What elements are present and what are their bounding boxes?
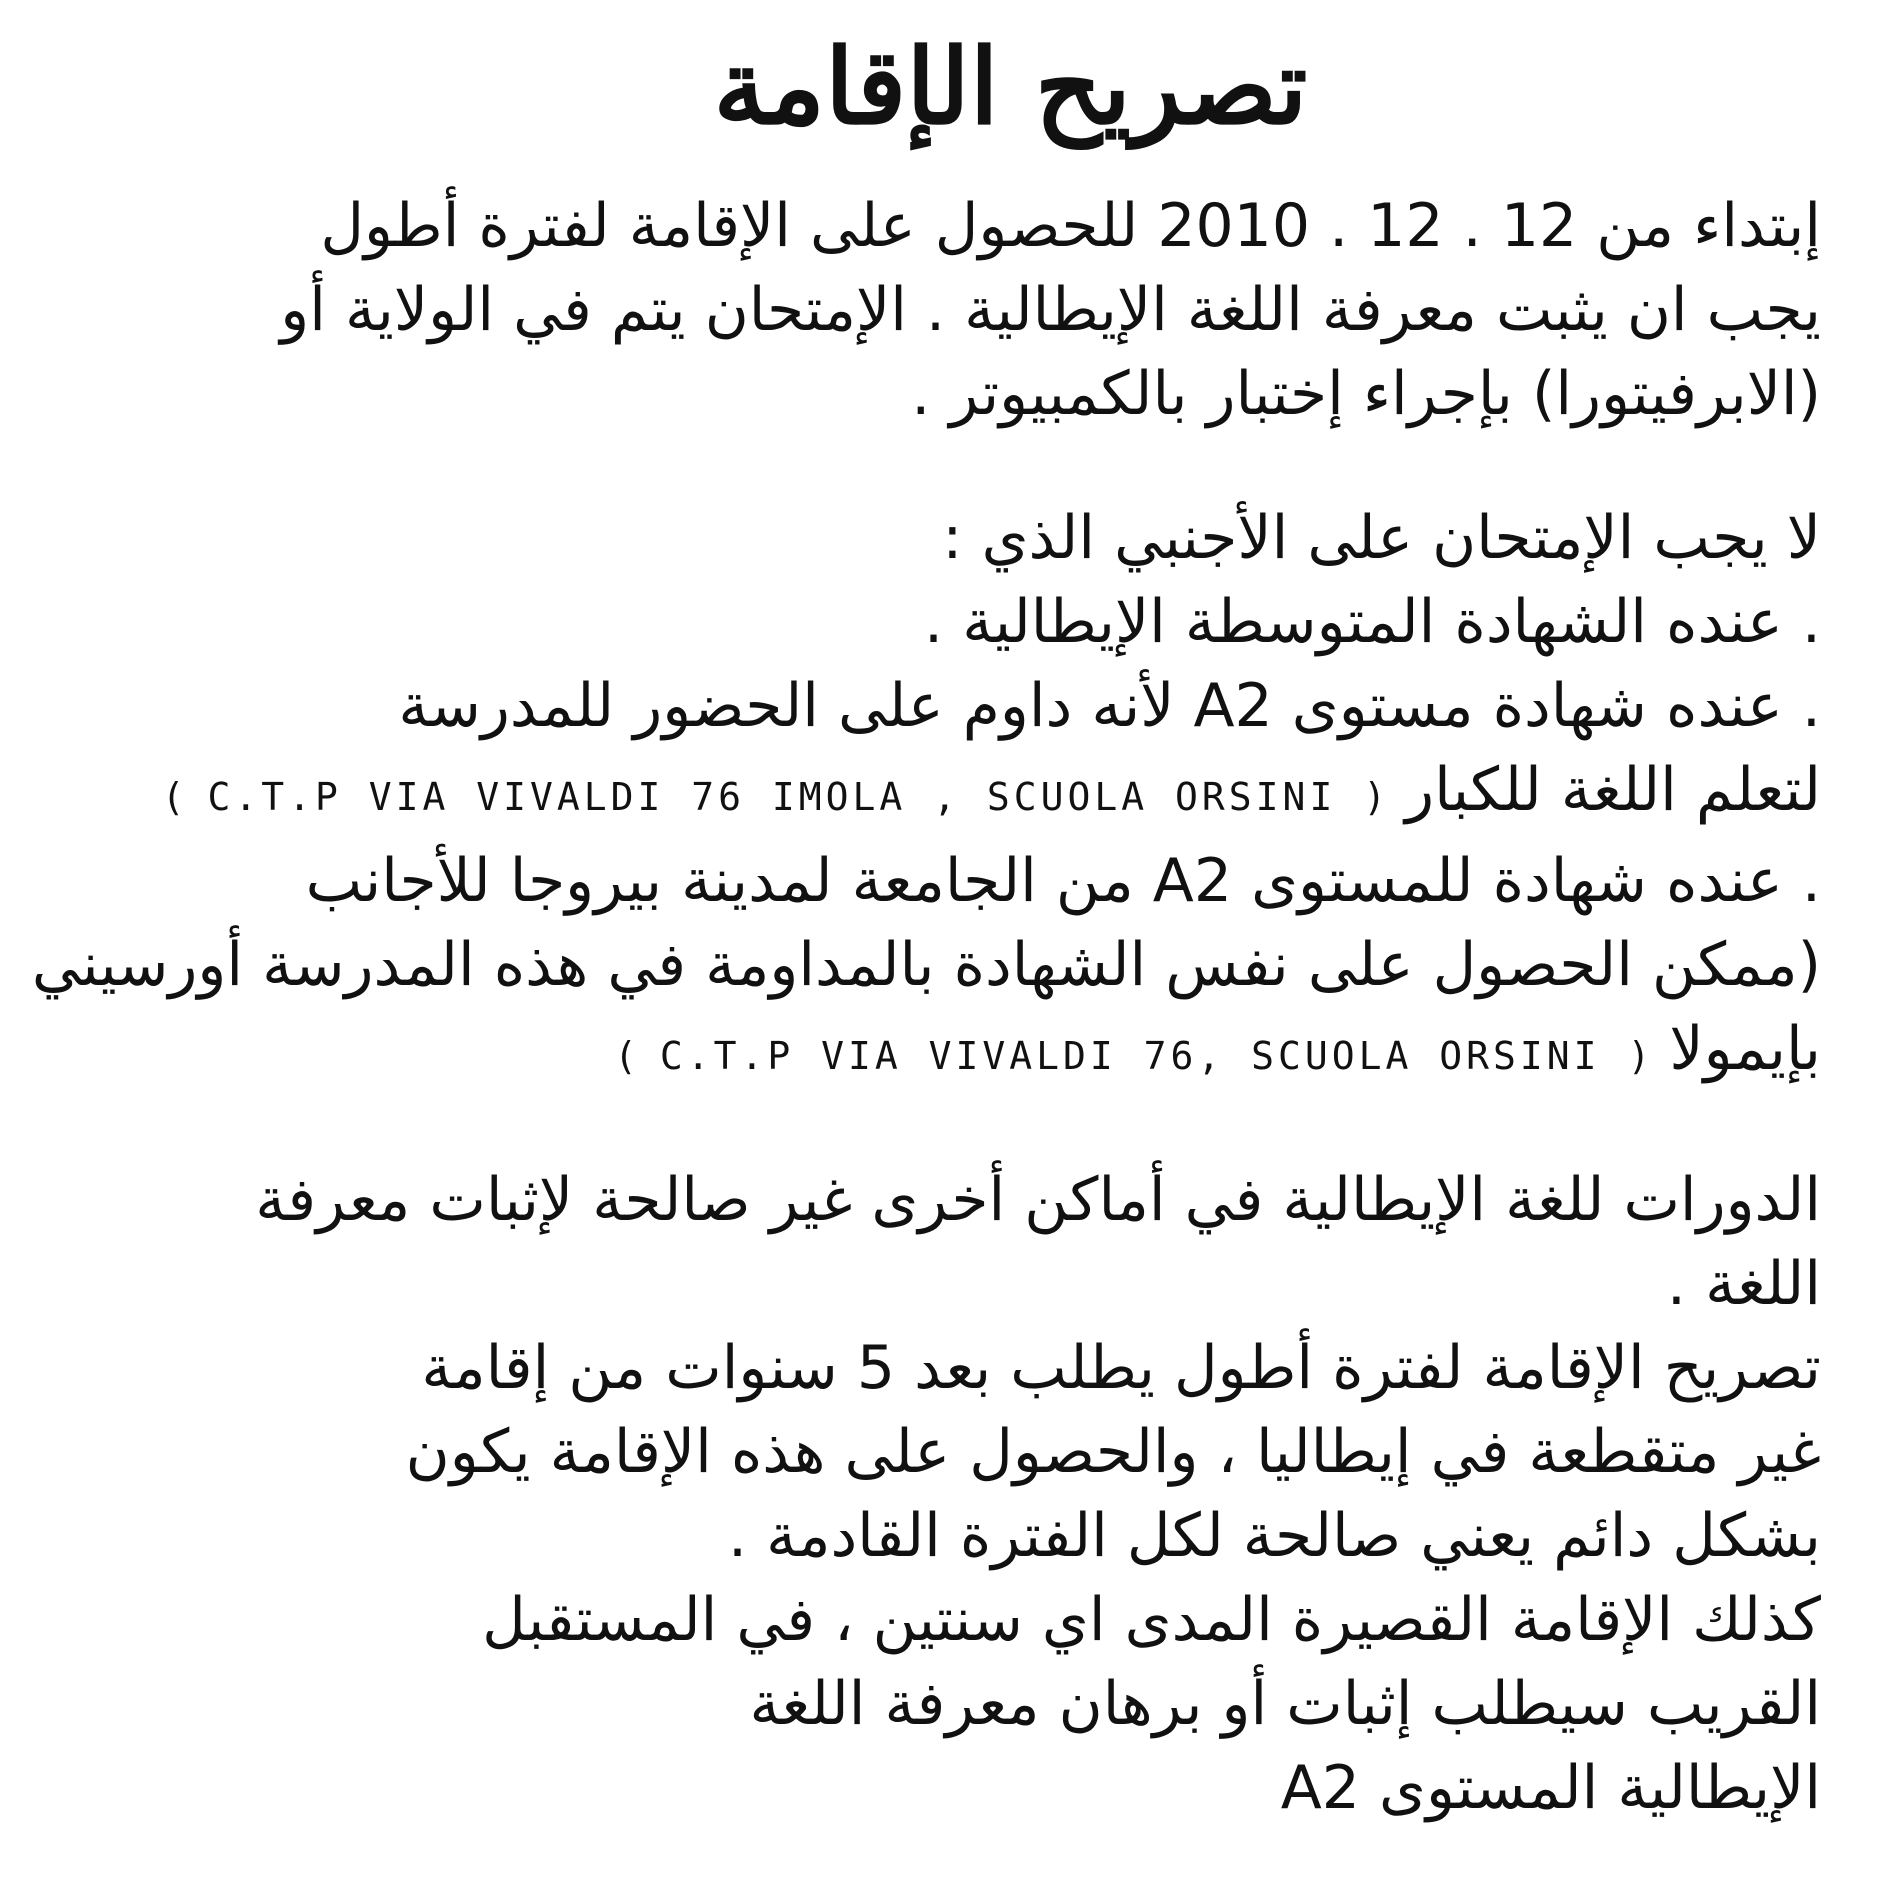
exemption-item: . عنده شهادة مستوى A2 لأنه داوم على الحضور للمدرسة (398, 671, 1821, 742)
text-line: القريب سيطلب إثبات أو برهان معرفة اللغة (749, 1669, 1821, 1740)
text-line: الإيطالية المستوى A2 (1280, 1753, 1821, 1824)
exemption-item-continuation: (ممكن الحصول على نفس الشهادة بالمداومة في هذه المدرسة أورسيني (31, 930, 1821, 1001)
spacer (40, 436, 1821, 496)
exemption-item-continuation (40, 1007, 1821, 1098)
exemption-intro: لا يجب الإمتحان على الأجنبي الذي : (942, 503, 1821, 574)
exemption-item-continuation (40, 748, 1821, 839)
text-line: غير متقطعة في إيطاليا ، والحصول على هذه الإقامة يكون (405, 1417, 1821, 1488)
document-title: تصريح الإقامة (713, 25, 1308, 148)
school-address: ( C.T.P VIA VIVALDI 76 IMOLA , SCUOLA ORSINI ) (161, 775, 1387, 820)
text-line: كذلك الإقامة القصيرة المدى اي سنتين ، في المستقبل (482, 1585, 1821, 1656)
text-fragment: لتعلم اللغة للكبار (1405, 755, 1821, 826)
text-line: (الابرفيتورا) بإجراء إختبار بالكمبيوتر . (911, 359, 1821, 430)
spacer (40, 1098, 1821, 1158)
text-line: بشكل دائم يعني صالحة لكل الفترة القادمة . (728, 1501, 1821, 1572)
exemption-item: . عنده شهادة للمستوى A2 من الجامعة لمدينة بيروجا للأجانب (305, 846, 1821, 917)
text-fragment: بإيمولا (1669, 1014, 1821, 1085)
school-address: ( C.T.P VIA VIVALDI 76, SCUOLA ORSINI ) (614, 1034, 1651, 1079)
exemption-item: . عنده الشهادة المتوسطة الإيطالية . (924, 587, 1821, 658)
text-line: تصريح الإقامة لفترة أطول يطلب بعد 5 سنوات من إقامة (421, 1333, 1821, 1404)
text-line: اللغة . (1666, 1249, 1821, 1320)
text-line: الدورات للغة الإيطالية في أماكن أخرى غير صالحة لإثبات معرفة (255, 1165, 1821, 1236)
text-line: إبتداء من 12 . 12 . 2010 للحصول على الإقامة لفترة أطول (320, 191, 1821, 262)
text-line: يجب ان يثبت معرفة اللغة الإيطالية . الإمتحان يتم في الولاية أو (280, 275, 1821, 346)
